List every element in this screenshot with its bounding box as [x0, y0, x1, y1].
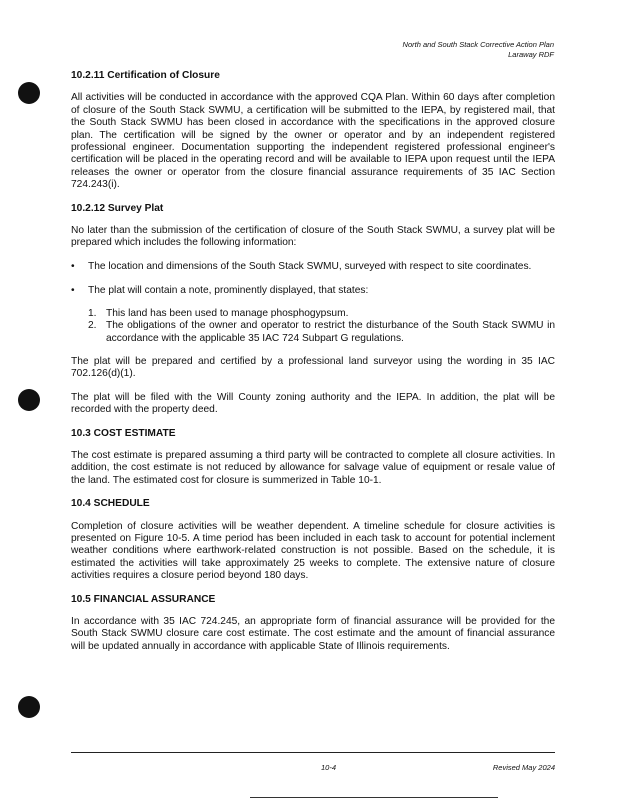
page-number: 10-4 — [321, 763, 337, 772]
punch-hole-top — [18, 82, 40, 104]
survey-bullet-list — [71, 261, 555, 298]
paragraph-plat-filed: The plat will be filed with the Will County zoning authority and the IEPA. In addition, the plat will be recorded with the property deed. — [71, 391, 555, 416]
paragraph-survey-intro: No later than the submission of the certification of closure of the South Stack SWMU, a survey plat will be prepared which includes the following information: — [71, 225, 555, 249]
item-number: 2. — [88, 320, 97, 332]
document-body — [71, 70, 555, 664]
header-title: North and South Stack Corrective Action Plan — [402, 40, 554, 49]
paragraph-schedule: Completion of closure activities will be weather dependent. A timeline schedule for closure activities is presented on Figure 10-5. A time period has been included in each task to account for potential inclement weather conditions where earthwork-related construction is not possible. Based on the schedule, it is estimated the activities will take approximately 25 weeks to complete. The extensive nature of closure activities requires a closure period beyond 180 days. — [71, 520, 555, 582]
page-header — [403, 40, 554, 60]
section-heading-10-4: 10.4 SCHEDULE — [71, 498, 150, 510]
punch-hole-middle — [18, 389, 40, 411]
paragraph-plat-certified: The plat will be prepared and certified by a professional land surveyor using the wording in 35 IAC 702.126(d)(1). — [71, 355, 555, 380]
paragraph-financial-assurance: In accordance with 35 IAC 724.245, an appropriate form of financial assurance will be provided for the South Stack SWMU closure care cost estimate. The cost estimate and the amount of financial assurance will be updated annually in accordance with applicable State of Illinois requirements. — [71, 616, 555, 652]
item-text: The obligations of the owner and operator to restrict the disturbance of the South Stack SWMU in accordance with the applicable 35 IAC 724 Subpart G regulations. — [106, 320, 555, 344]
bullet-item: • The location and dimensions of the South Stack SWMU, surveyed with respect to site coordinates. — [71, 261, 555, 273]
item-text: This land has been used to manage phosphogypsum. — [106, 307, 349, 319]
numbered-item — [88, 320, 555, 345]
paragraph-cost-estimate: The cost estimate is prepared assuming a third party will be contracted to complete all closure activities. In addition, the cost estimate is not reduced by allowance for salvage value of equipment or resale value of the land. The estimated cost for closure is summerized in Table 10-1. — [71, 449, 555, 486]
section-heading-10-3: 10.3 COST ESTIMATE — [71, 427, 176, 439]
item-number: 1. — [88, 307, 97, 319]
section-heading-10-2-12: 10.2.12 Survey Plat — [71, 202, 164, 214]
numbered-item — [88, 308, 555, 320]
section-heading-10-5: 10.5 FINANCIAL ASSURANCE — [71, 593, 216, 605]
scan-edge-line — [250, 797, 498, 798]
punch-hole-bottom — [18, 696, 40, 718]
revision-date: Revised May 2024 — [492, 763, 555, 772]
paragraph-certification: All activities will be conducted in accordance with the approved CQA Plan. Within 60 days after completion of closure of the South Stack SWMU, a certification will be submitted to the IEPA, by registered mail, that the South Stack SWMU has been closed in accordance with the specifications in the approved closure plan. The certification will be signed by the owner or operator and by an independent registered professional engineer. Documentation supporting the independent registered professional engineer's certification will be placed in the operating record and will be available to IEPA upon request until the IEPA releases the owner or operator from the closure financial assurance requirements of 35 IAC Section 724.243(i). — [71, 92, 555, 191]
footer-divider — [71, 752, 555, 753]
header-site: Laraway RDF — [508, 50, 554, 59]
section-heading-10-2-11: 10.2.11 Certification of Closure — [71, 70, 220, 81]
plat-note-list — [88, 308, 555, 345]
bullet-item: • The plat will contain a note, prominently displayed, that states: — [71, 285, 555, 297]
